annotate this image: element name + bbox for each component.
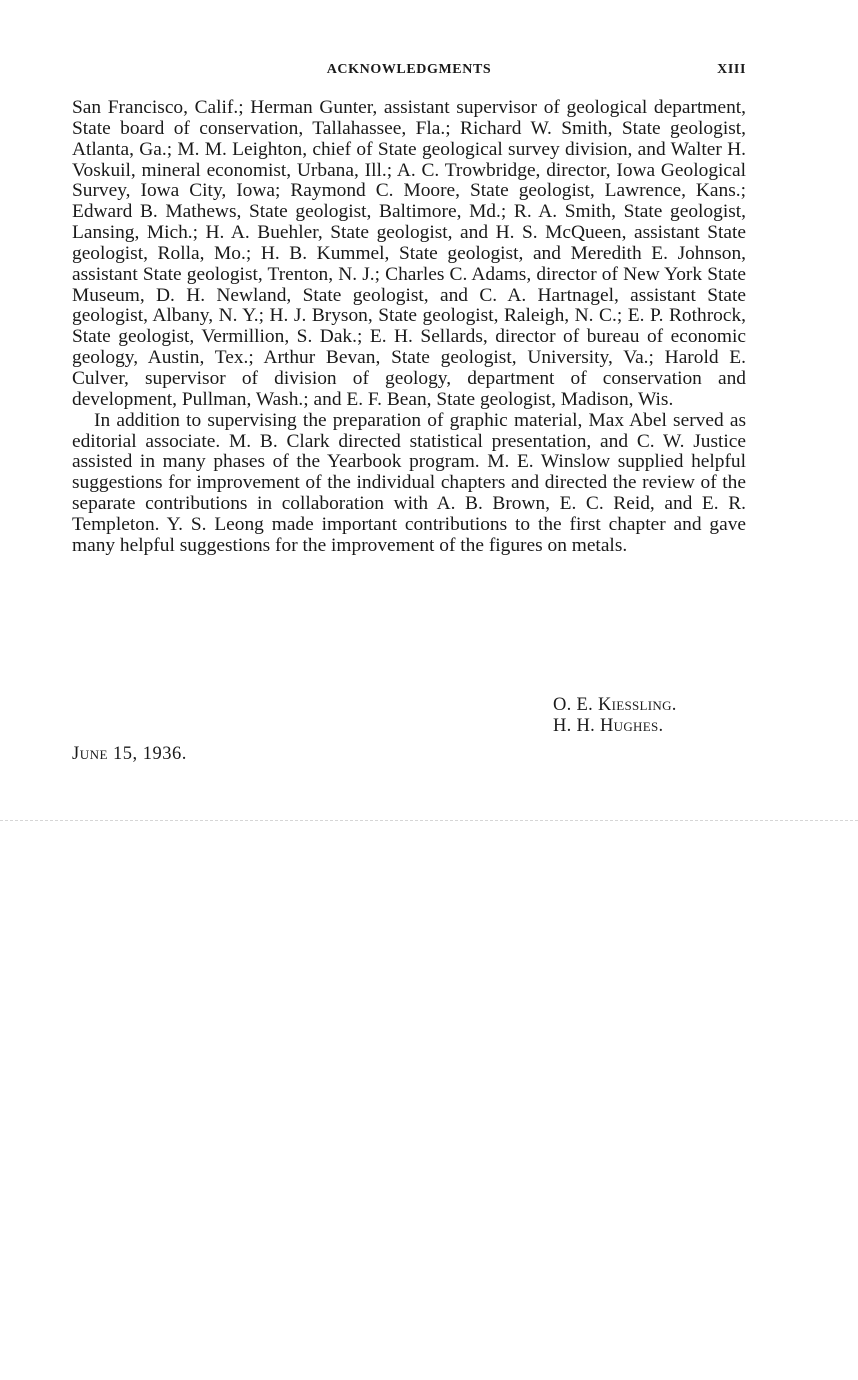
- body-text: [72, 98, 746, 557]
- paragraph-continued: San Francisco, Calif.; Herman Gunter, assistant supervisor of geological department, State board of conservation, Tallahassee, Fla.; Richard W. Smith, State geologist, Atlanta, Ga.; M. M. Leighton, chief of State geological survey division, and Walter H. Voskuil, mineral economist, Urbana, Ill.; A. C. Trowbridge, director, Iowa Geological Survey, Iowa City, Iowa; Raymond C. Moore, State geologist, Lawrence, Kans.; Edward B. Mathews, State geologist, Baltimore, Md.; R. A. Smith, State geologist, Lansing, Mich.; H. A. Buehler, State geologist, and H. S. McQueen, assistant State geologist, Rolla, Mo.; H. B. Kummel, State geologist, and Meredith E. Johnson, assistant State geologist, Trenton, N. J.; Charles C. Adams, director of New York State Museum, D. H. Newland, State geologist, and C. A. Hartnagel, assistant State geologist, Albany, N. Y.; H. J. Bryson, State geologist, Raleigh, N. C.; E. P. Rothrock, State geologist, Vermillion, S. Dak.; E. H. Sellards, director of bureau of economic geology, Austin, Tex.; Arthur Bevan, State geologist, University, Va.; Harold E. Culver, supervisor of division of geology, department of conservation and development, Pullman, Wash.; and E. F. Bean, State geologist, Madison, Wis.: [72, 97, 746, 410]
- page-header: [72, 62, 746, 84]
- running-head: ACKNOWLEDGMENTS: [326, 62, 492, 77]
- signature-block: [553, 695, 677, 737]
- date-line: June 15, 1936.: [72, 744, 187, 764]
- signature-kiessling: O. E. Kiessling.: [553, 695, 677, 715]
- page-edge-divider: [0, 820, 858, 821]
- page-number: XIII: [717, 62, 746, 77]
- paragraph-additional-contributors: In addition to supervising the preparation of graphic material, Max Abel served as editorial associate. M. B. Clark directed statistical presentation, and C. W. Justice assisted in many phases of the Yearbook program. M. E. Winslow supplied helpful suggestions for improvement of the individual chapters and directed the review of the separate contributions in collaboration with A. B. Brown, E. C. Reid, and E. R. Templeton. Y. S. Leong made important contributions to the first chapter and gave many helpful suggestions for the improvement of the figures on metals.: [72, 409, 746, 556]
- signature-hughes: H. H. Hughes.: [553, 716, 664, 736]
